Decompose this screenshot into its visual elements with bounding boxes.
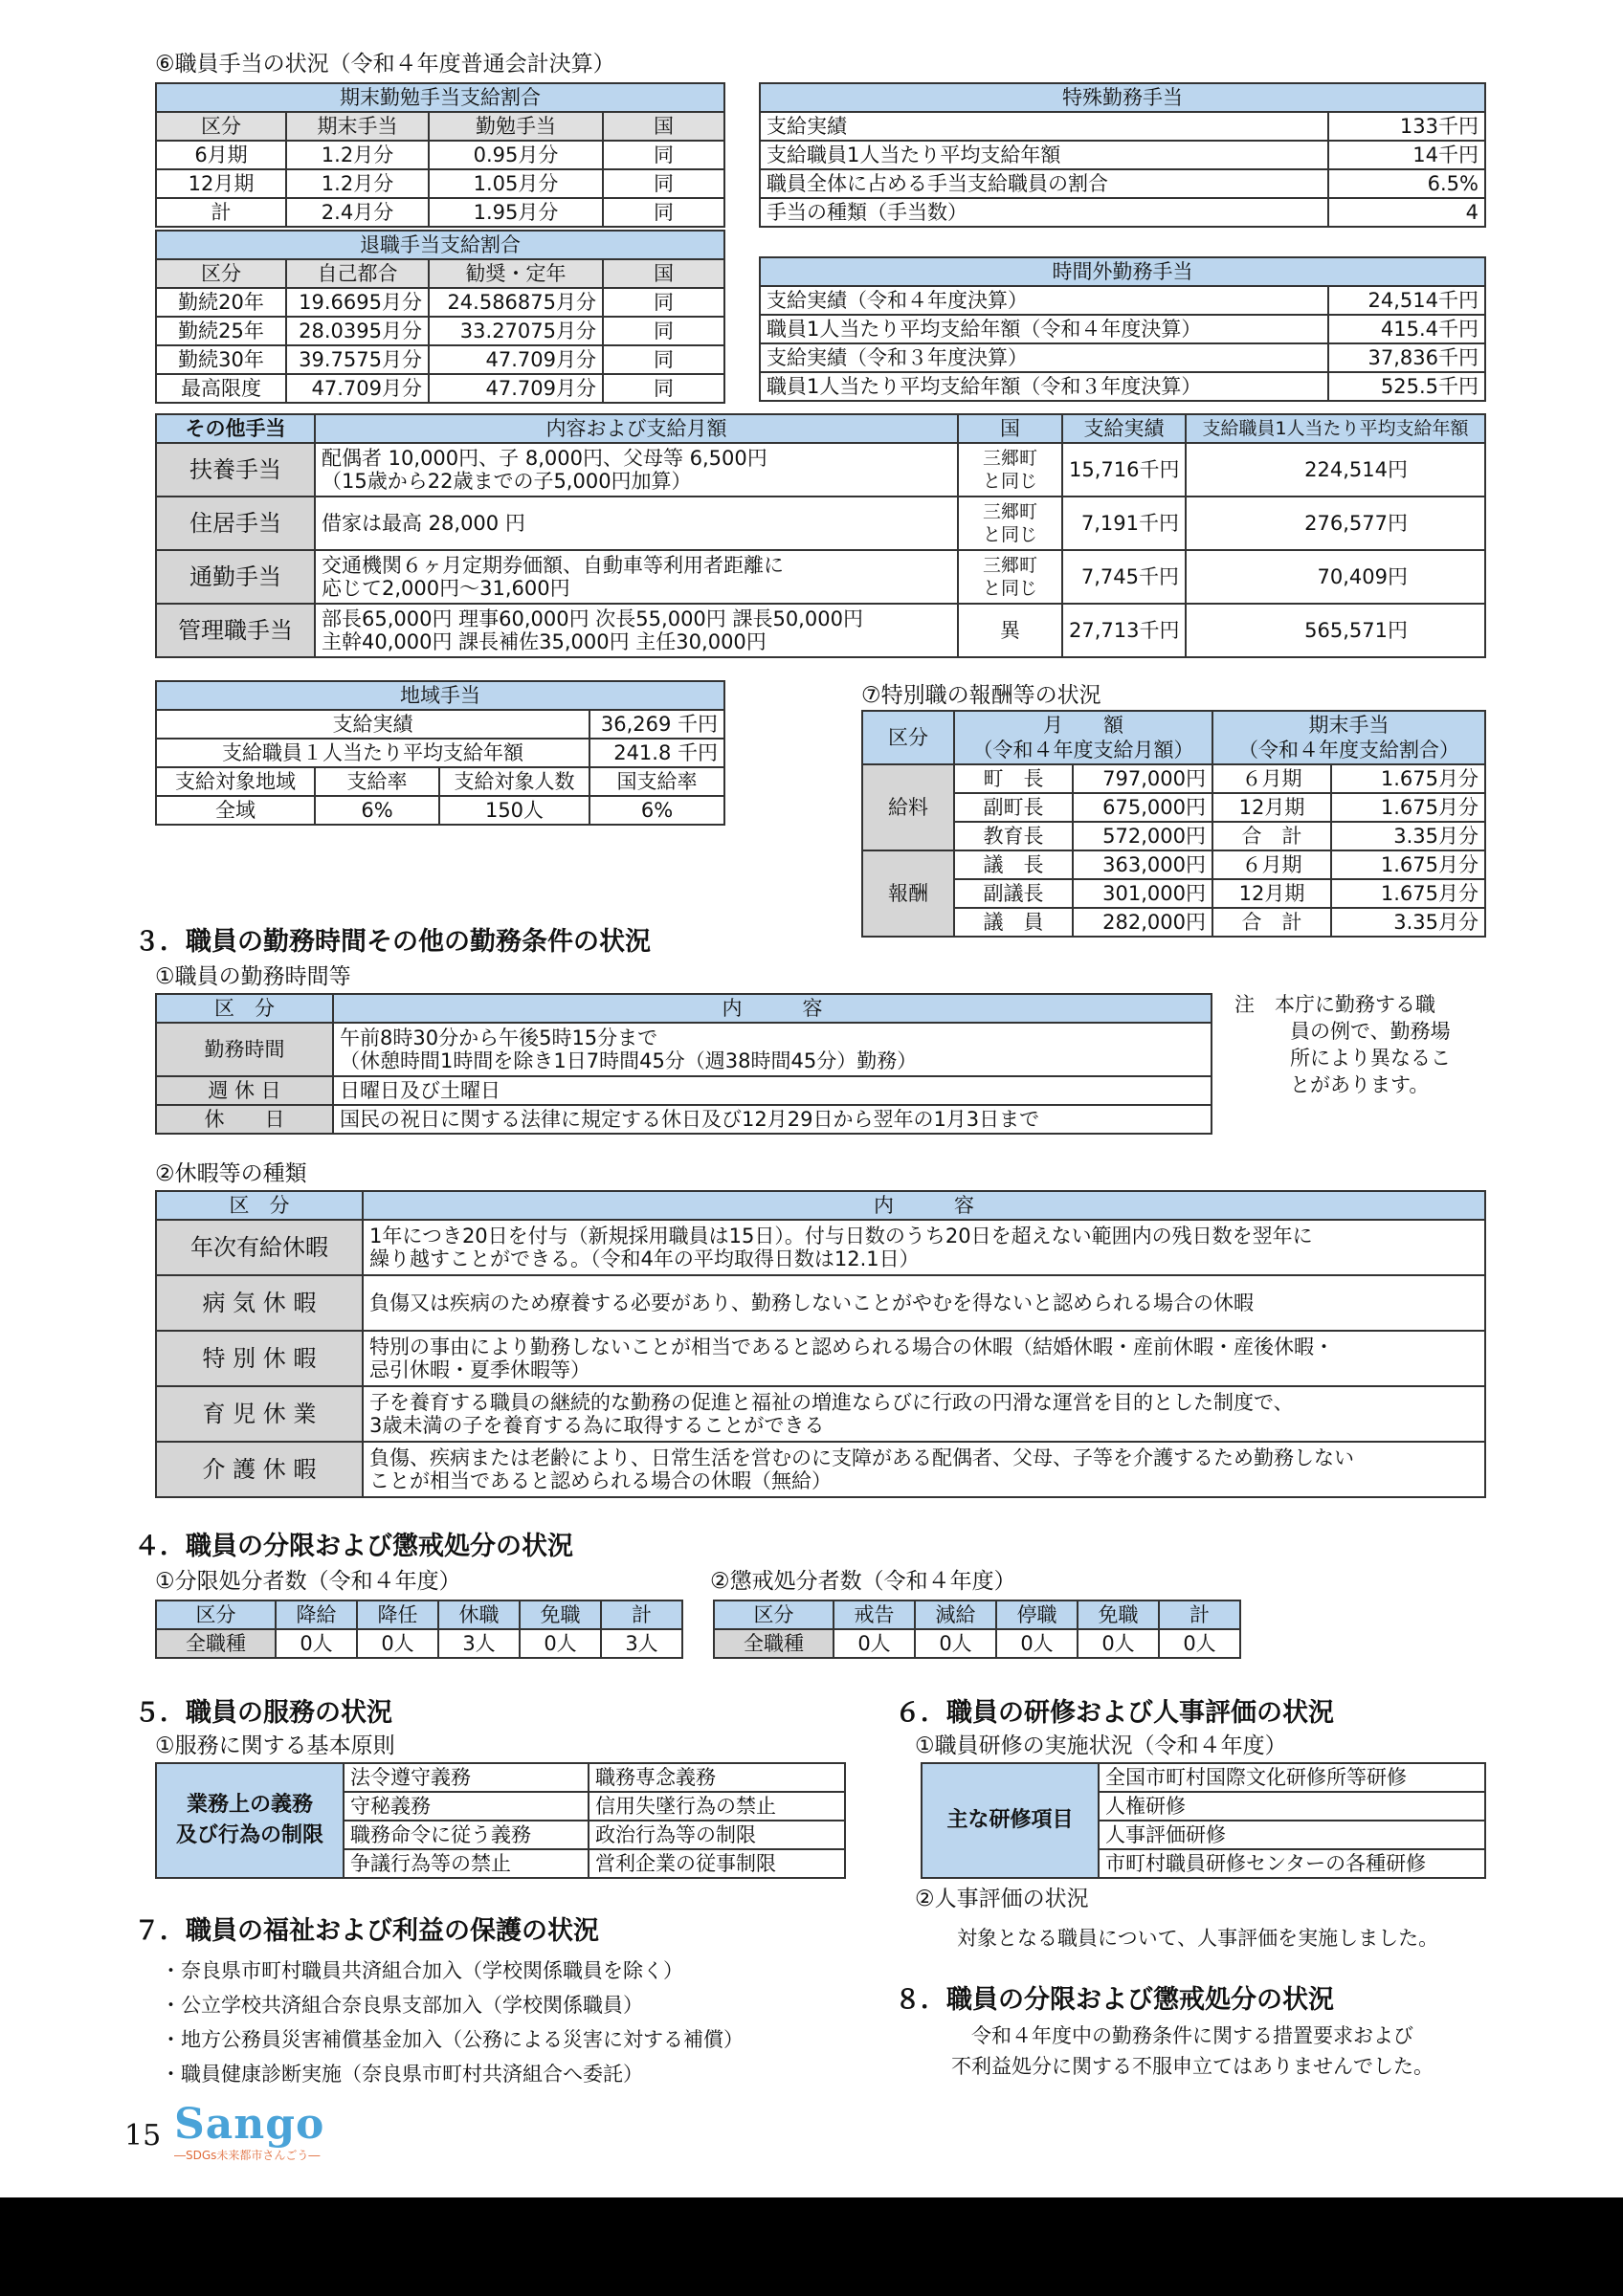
sango-logo [174,2100,337,2163]
bonus-caption: 期末勤勉手当支給割合 [156,83,724,112]
cell: 支給職員１人当たり平均支給年額 [156,739,589,767]
table-row [156,796,724,825]
cell: 797,000円 [1073,764,1212,793]
cell: 同 [603,374,724,403]
work-hours-table [155,993,1212,1135]
content-line: 忌引休暇・夏季休暇等） [369,1358,590,1381]
sec6-sub2: ②人事評価の状況 [915,1887,1089,1911]
cell: 3人 [438,1629,520,1658]
cell: 職務命令に従う義務 [344,1821,589,1849]
leave-h1: 内 容 [363,1191,1485,1220]
bungen-h5: 計 [601,1601,682,1629]
cell: 241.8 千円 [589,739,724,767]
cell: 法令遵守義務 [344,1763,589,1792]
sec5-sub1: ①服務に関する基本原則 [155,1733,395,1758]
content-line: 借家は最高 28,000 円 [322,512,525,535]
sec3-sub1: ①職員の勤務時間等 [155,964,351,989]
sp-h-bonus-sub: （令和４年度支給割合） [1238,739,1459,762]
sec5-title: ５．職員の服務の状況 [134,1698,392,1728]
cell: 572,000円 [1073,822,1212,850]
sec6-sub1: ①職員研修の実施状況（令和４年度） [915,1733,1287,1758]
table-row [760,169,1485,198]
table-row [156,710,724,739]
cell: 36,269 千円 [589,710,724,739]
cell: 3.35月分 [1331,822,1485,850]
cell: 363,000円 [1073,850,1212,879]
table-row [156,1076,1212,1105]
row-head: 通勤手当 [156,550,315,604]
choukai-h0: 区分 [714,1601,834,1629]
content-line: 主幹40,000円 課長補佐35,000円 主任30,000円 [322,630,767,653]
table-row [156,443,1485,497]
regional-h1: 支給率 [315,767,439,796]
table-row [862,850,1485,879]
other-h4: 支給職員1人当たり平均支給年額 [1186,414,1485,443]
bonus-h1: 期末手当 [286,112,429,141]
retire-h2: 勧奨・定年 [429,259,603,288]
cell: 同 [603,169,724,198]
cell: 19.6695月分 [286,288,429,317]
cell: 教育長 [954,822,1073,850]
choukai-h1: 戒告 [834,1601,915,1629]
choukai-h5: 計 [1159,1601,1240,1629]
cell: 24,514千円 [1328,286,1485,315]
retire-h3: 国 [603,259,724,288]
sec7-list [161,1954,744,2091]
row-head: 育 児 休 業 [156,1386,363,1442]
cell: 0人 [915,1629,996,1658]
cell: 276,577円 [1186,497,1485,550]
table-row [156,1275,1485,1331]
cell: 手当の種類（手当数） [760,198,1328,227]
table-row [156,1442,1485,1497]
kuni-line: と同じ [982,524,1037,545]
cell: 3人 [601,1629,682,1658]
special-duty-table [759,82,1486,228]
group-label: 報酬 [862,850,954,937]
content-line: 3歳未満の子を養育する為に取得することができる [369,1414,825,1437]
table-row [156,141,724,169]
cell: 支給実績（令和４年度決算） [760,286,1328,315]
cell: 0人 [1159,1629,1240,1658]
cell: 6月期 [156,141,286,169]
cell: 133千円 [1328,112,1485,141]
content-line: 子を養育する職員の継続的な勤務の促進と福祉の増進ならびに行政の円滑な運営を目的とした制度で、 [369,1391,1294,1414]
list-item: 人事評価研修 [1099,1821,1485,1849]
sp-h-month: 月 額 [1043,714,1123,737]
cell: 計 [156,198,286,227]
cell: 0人 [834,1629,915,1658]
table-row [862,879,1485,908]
content-line: 1年につき20日を付与（新規採用職員は15日）。付与日数のうち20日を超えない範囲内の残日数を翌年に [369,1225,1313,1247]
retire-table [155,230,725,404]
row-head: 特 別 休 暇 [156,1331,363,1386]
cell: 全域 [156,796,315,825]
cell: 1.675月分 [1331,764,1485,793]
table-row [156,288,724,317]
content-line: 繰り越すことができる。（令和4年の平均取得日数は12.1日） [369,1247,920,1270]
row-head: 休 日 [156,1105,333,1134]
cell: 7,745千円 [1062,550,1186,604]
list-item: 人権研修 [1099,1792,1485,1821]
cell: 勤続30年 [156,345,286,374]
cell: 職務専念義務 [589,1763,845,1792]
cell: 同 [603,345,724,374]
cell: 1.675月分 [1331,850,1485,879]
cell: 6% [589,796,724,825]
cell: 町 長 [954,764,1073,793]
text-line: 令和４年度中の勤務条件に関する措置要求および [971,2024,1413,2047]
cell: 信用失墜行為の禁止 [589,1792,845,1821]
cell: 565,571円 [1186,604,1485,657]
table-row [156,604,1485,657]
regional-h3: 国支給率 [589,767,724,796]
cell: ６月期 [1212,764,1331,793]
cell: 職員1人当たり平均支給年額（令和３年度決算） [760,372,1328,401]
cell: 1.675月分 [1331,793,1485,822]
cell: 異 [958,604,1062,657]
table-row [156,497,1485,550]
cell: 0人 [996,1629,1078,1658]
cell: 6.5% [1328,169,1485,198]
cell: 282,000円 [1073,908,1212,937]
retire-caption: 退職手当支給割合 [156,231,724,259]
bungen-h1: 降給 [276,1601,357,1629]
content-line: ことが相当であると認められる場合の休暇（無給） [369,1469,832,1492]
cell: 0.95月分 [429,141,603,169]
table-row [156,1331,1485,1386]
table-row [156,1763,845,1792]
regional-caption: 地域手当 [156,681,724,710]
regional-h0: 支給対象地域 [156,767,315,796]
cell: 議 長 [954,850,1073,879]
row-head: 介 護 休 暇 [156,1442,363,1497]
cell: 14千円 [1328,141,1485,169]
cell: 47.709月分 [429,345,603,374]
table-row [156,374,724,403]
service-head-2: 及び行為の制限 [175,1823,323,1847]
training-table [921,1762,1486,1879]
cell: 7,191千円 [1062,497,1186,550]
cell: 1.2月分 [286,169,429,198]
cell: 争議行為等の禁止 [344,1849,589,1878]
table-row [156,1220,1485,1275]
note-line: 所により異なるこ [1290,1047,1451,1070]
table-row [156,1629,682,1658]
table-row [156,169,724,198]
sec6-text: 対象となる職員について、人事評価を実施しました。 [957,1927,1439,1950]
cell: 6% [315,796,439,825]
cell: 4 [1328,198,1485,227]
content-line: 午前8時30分から午後5時15分まで [340,1027,658,1049]
table-row [760,112,1485,141]
cell: 支給実績 [156,710,589,739]
list-item: ・奈良県市町村職員共済組合加入（学校関係職員を除く） [161,1959,683,1982]
table-row [156,1105,1212,1134]
sp-h-month-sub: （令和４年度支給月額） [972,739,1194,762]
row-head: 管理職手当 [156,604,315,657]
cell: 同 [603,198,724,227]
row-head: 年次有給休暇 [156,1220,363,1275]
other-h2: 国 [958,414,1062,443]
content-line: 負傷、疾病または老齢により、日常生活を営むのに支障がある配偶者、父母、子等を介護するため勤務しない [369,1446,1354,1469]
sec3-title: ３．職員の勤務時間その他の勤務条件の状況 [134,927,651,957]
cell: 24.586875月分 [429,288,603,317]
cell: 国民の祝日に関する法律に規定する休日及び12月29日から翌年の1月3日まで [333,1105,1212,1134]
cell: 37,836千円 [1328,343,1485,372]
bungen-h3: 休職 [438,1601,520,1629]
other-allowance-table [155,413,1486,658]
table-row [862,764,1485,793]
table-row [760,315,1485,343]
overtime-table [759,256,1486,402]
cell: 0人 [520,1629,601,1658]
cell: 全職種 [714,1629,834,1658]
content-line: （15歳から22歳までの子5,000円加算） [322,470,692,493]
special-caption: 特殊勤務手当 [760,83,1485,112]
table-row [760,286,1485,315]
kuni-line: 三郷町 [982,448,1037,469]
bungen-h0: 区分 [156,1601,276,1629]
note-line: 注 本庁に勤務する職 [1234,993,1435,1016]
sec7-title: ７．職員の福祉および利益の保護の状況 [134,1916,599,1946]
cell: 支給職員1人当たり平均支給年額 [760,141,1328,169]
sec6-title: ６．職員の研修および人事評価の状況 [895,1698,1334,1728]
cell: 47.709月分 [286,374,429,403]
list-item: ・地方公務員災害補償基金加入（公務による災害に対する補償） [161,2028,744,2051]
cell: 3.35月分 [1331,908,1485,937]
other-h1: 内容および支給月額 [315,414,958,443]
kuni-line: 三郷町 [982,501,1037,522]
bottom-black-bar [0,2197,1623,2296]
bonus-table [155,82,725,228]
bonus-h3: 国 [603,112,724,141]
kuni-line: 三郷町 [982,555,1037,576]
cell: 日曜日及び土曜日 [333,1076,1212,1105]
cell: 合 計 [1212,908,1331,937]
sec4-title: ４．職員の分限および懲戒処分の状況 [134,1532,573,1561]
sec4-sub1: ①分限処分者数（令和４年度） [155,1569,461,1594]
row-head: 住居手当 [156,497,315,550]
content-line: 特別の事由により勤務しないことが相当であると認められる場合の休暇（結婚休暇・産前休暇・産後休暇・ [369,1336,1334,1358]
service-principles-table [155,1762,846,1879]
table-row [156,550,1485,604]
bonus-h2: 勤勉手当 [429,112,603,141]
retire-h1: 自己都合 [286,259,429,288]
sp-h-bonus: 期末手当 [1308,714,1390,737]
cell: 全職種 [156,1629,276,1658]
note-line: 員の例で、勤務場 [1290,1020,1451,1043]
cell: 525.5千円 [1328,372,1485,401]
leave-h0: 区 分 [156,1191,363,1220]
cell: 職員全体に占める手当支給職員の割合 [760,169,1328,198]
cell: 職員1人当たり平均支給年額（令和４年度決算） [760,315,1328,343]
cell: 副議長 [954,879,1073,908]
table-row [156,739,724,767]
note-line: とがあります。 [1290,1073,1430,1096]
page-number: 15 [124,2119,162,2152]
table-row [156,198,724,227]
list-item: ・職員健康診断実施（奈良県市町村共済組合へ委託） [161,2063,643,2086]
cell: 政治行為等の制限 [589,1821,845,1849]
table-row [760,141,1485,169]
content-line: 配偶者 10,000円、子 8,000円、父母等 6,500円 [322,447,767,470]
choukai-h4: 免職 [1078,1601,1159,1629]
cell: 0人 [276,1629,357,1658]
cell: 1.05月分 [429,169,603,198]
cell: 415.4千円 [1328,315,1485,343]
choukai-h3: 停職 [996,1601,1078,1629]
training-head: 主な研修項目 [922,1763,1099,1878]
cell: 33.27075月分 [429,317,603,345]
cell: 負傷又は疾病のため療養する必要があり、勤務しないことがやむを得ないと認められる場合の休暇 [363,1275,1485,1331]
cell: 守秘義務 [344,1792,589,1821]
work-hours-note [1234,991,1493,1098]
sp-h-kubun: 区分 [862,711,954,764]
cell: 支給実績（令和３年度決算） [760,343,1328,372]
cell: 同 [603,288,724,317]
table-row [760,343,1485,372]
list-item: 全国市町村国際文化研修所等研修 [1099,1763,1485,1792]
cell: ６月期 [1212,850,1331,879]
sec8-text [924,2020,1460,2082]
cell: 副町長 [954,793,1073,822]
logo-text: Sango [174,2100,325,2149]
sec4-sub2: ②懲戒処分者数（令和４年度） [710,1569,1016,1594]
sec3-sub2: ②休暇等の種類 [155,1161,307,1186]
table-row [760,198,1485,227]
regional-allowance-table [155,680,725,826]
table-row [760,372,1485,401]
bungen-h4: 免職 [520,1601,601,1629]
table-row [156,345,724,374]
cell: 15,716千円 [1062,443,1186,497]
kuni-line: と同じ [982,578,1037,599]
list-item: ・公立学校共済組合奈良県支部加入（学校関係職員） [161,1994,643,2017]
regional-h2: 支給対象人数 [439,767,589,796]
table-row [862,793,1485,822]
cell: 301,000円 [1073,879,1212,908]
content-line: 交通機関６ヶ月定期券価額、自動車等利用者距離に [322,554,784,577]
row-head: 勤務時間 [156,1023,333,1076]
choukai-h2: 減給 [915,1601,996,1629]
bungen-h2: 降任 [357,1601,438,1629]
s7-title: ⑦特別職の報酬等の状況 [861,683,1101,708]
cell: 合 計 [1212,822,1331,850]
cell: 1.675月分 [1331,879,1485,908]
table-row [922,1763,1485,1792]
table-row [714,1629,1240,1658]
other-h0: その他手当 [156,414,315,443]
cell: 70,409円 [1186,550,1485,604]
content-line: 応じて2,000円～31,600円 [322,577,570,600]
wh-h0: 区 分 [156,994,333,1023]
cell: 27,713千円 [1062,604,1186,657]
cell: 0人 [1078,1629,1159,1658]
cell: 同 [603,317,724,345]
cell: 同 [603,141,724,169]
cell: 675,000円 [1073,793,1212,822]
cell: 支給実績 [760,112,1328,141]
cell: 勤続20年 [156,288,286,317]
other-h3: 支給実績 [1062,414,1186,443]
cell: 1.95月分 [429,198,603,227]
cell: 2.4月分 [286,198,429,227]
bonus-h0: 区分 [156,112,286,141]
content-line: 部長65,000円 理事60,000円 次長55,000円 課長50,000円 [322,607,863,630]
overtime-caption: 時間外勤務手当 [760,257,1485,286]
leave-table [155,1190,1486,1498]
table-row [862,908,1485,937]
wh-h1: 内 容 [333,994,1212,1023]
cell: 12月期 [1212,793,1331,822]
cell: 224,514円 [1186,443,1485,497]
table-row [156,1386,1485,1442]
row-head: 週 休 日 [156,1076,333,1105]
s6-title: ⑥職員手当の状況（令和４年度普通会計決算） [155,52,615,77]
cell: 150人 [439,796,589,825]
sec8-title: ８．職員の分限および懲戒処分の状況 [895,1985,1334,2015]
cell: 営利企業の従事制限 [589,1849,845,1878]
cell: 47.709月分 [429,374,603,403]
cell: 12月期 [1212,879,1331,908]
table-row [862,822,1485,850]
kuni-line: と同じ [982,471,1037,492]
cell: 28.0395月分 [286,317,429,345]
service-head: 業務上の義務 [186,1793,313,1817]
bungen-table [155,1600,683,1659]
retire-h0: 区分 [156,259,286,288]
text-line: 不利益処分に関する不服申立てはありませんでした。 [951,2055,1434,2078]
choukai-table [713,1600,1241,1659]
group-label: 給料 [862,764,954,850]
content-line: （休憩時間1時間を除き1日7時間45分（週38時間45分）勤務） [340,1049,918,1072]
logo-subtext: ―SDGs未来都市さんごう― [174,2149,321,2162]
cell: 最高限度 [156,374,286,403]
cell: 勤続25年 [156,317,286,345]
cell: 0人 [357,1629,438,1658]
cell: 1.2月分 [286,141,429,169]
cell: 12月期 [156,169,286,198]
special-posts-table [861,710,1486,938]
table-row [156,317,724,345]
list-item: 市町村職員研修センターの各種研修 [1099,1849,1485,1878]
row-head: 扶養手当 [156,443,315,497]
table-row [156,1023,1212,1076]
cell: 39.7575月分 [286,345,429,374]
cell: 議 員 [954,908,1073,937]
row-head: 病 気 休 暇 [156,1275,363,1331]
